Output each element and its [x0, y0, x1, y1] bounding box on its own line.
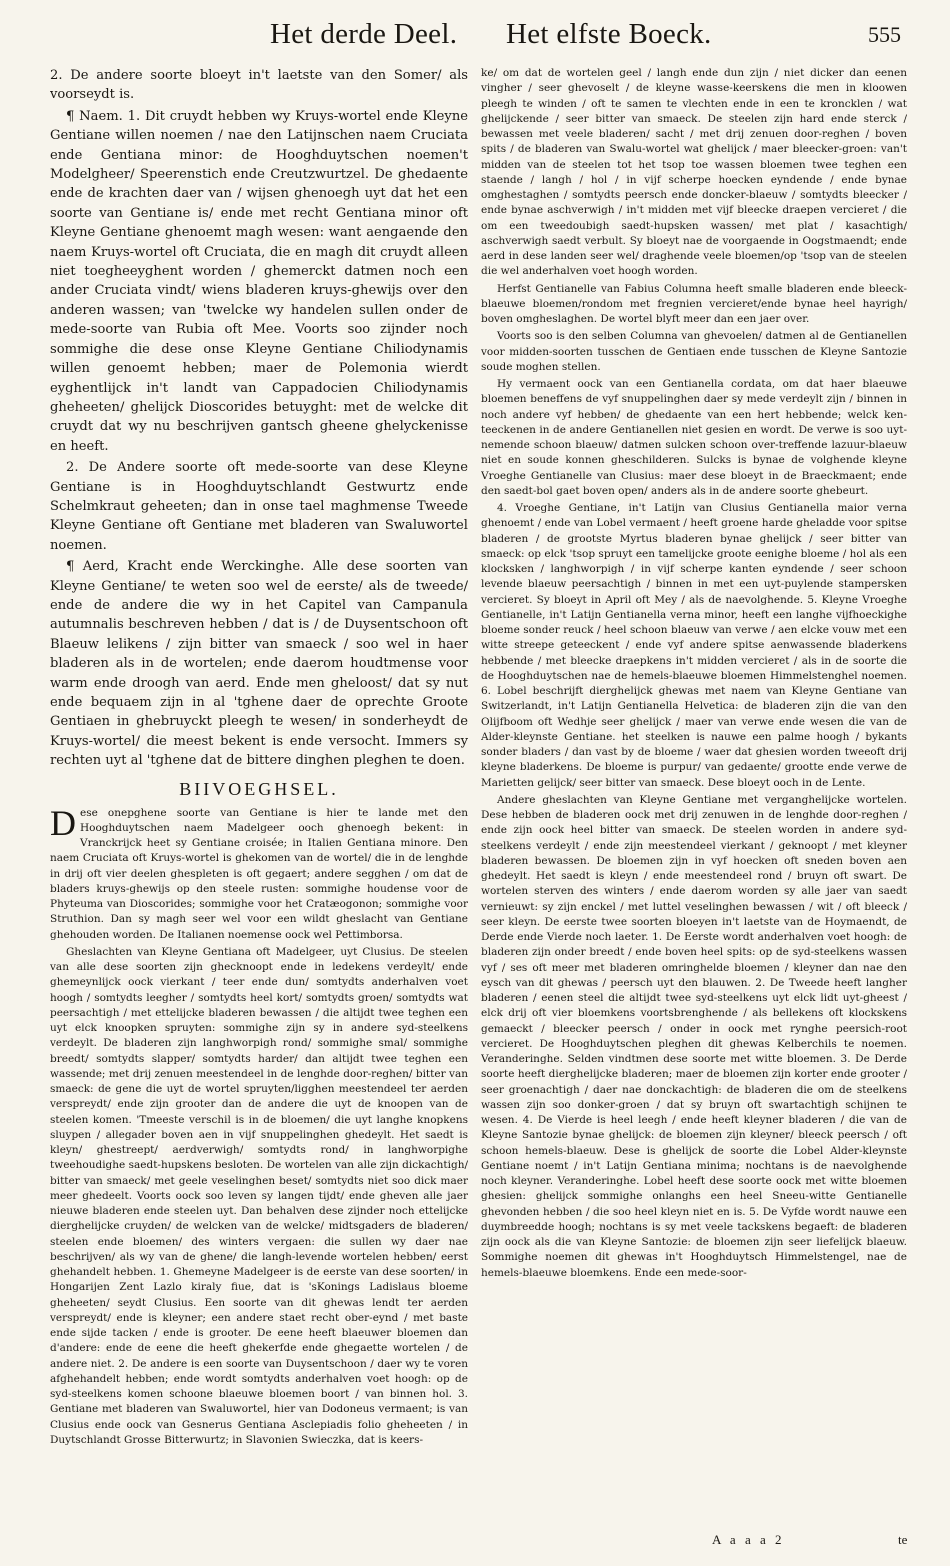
paragraph-vroeghe-gentiane: 4. Vroeghe Gentiane, in't Latijn van Clusius Gentianella maior verna ghenoemt / ende van Lobel vermaent / heeft groene harde gheladde voor spitse bladeren / de grootste Myrtus bladeren bynae ghelijck / seer bitter van smaeck: op elck 'tsop spruyt een tamelijcke groote eenighe bloeme / hol als een klocksken / langhworpigh / in vijf scherpe kanten eyndende / seer schoon levende blaeuw peersachtigh / binnen in met een uyt-puylende stampersken vercieret. Sy bloeyt in April oft Mey / als de naevolghende. 5. Kleyne Vroeghe Gentianelle, in't Latijn Gentianella verna minor, heeft een langhe vijfhoeckighe bloeme sonder reuck / heel schoon blaeuw van verwe / aen elcke vouw met een witte streepe geteeckent / ende vyf andere spitse aenwassende bladerkens hebbende / met bleecke draepkens in't midden vercieret / als in de soorte die de Hooghduytschen nae de hemels-blaeuwe bloemen Himmelstenghel noemen. 6. Lobel beschrijft dierghelijck ghewas met naem van Kleyne Gentiane van Switzerlandt, in't Latijn Gentianella Helvetica: de bladeren zijn die van den Olijfboom oft Wedhje seer ghelijck / maer van verwe ende wesen die van de Alder-kleynste Gentiane. het steelken is nauwe een palme hoogh / bykants sonder bladers / dan vast by de bloeme / waer dat ghesien worden tweeoft drij kleyne bladerkens. De bloeme is purpur/ van gedaente/ grootte ende verwe de Marietten gelijck/ seer bitter van smaeck. Dese bloeyt ooch in de Lente. — [481, 502, 907, 789]
paragraph-gheslachten-clusius: Gheslachten van Kleyne Gentiana oft Madelgeer, uyt Clusius. De steelen van alle dese soorten zijn ghecknoopt ende in ledekens verdeylt/ ende ghemeynlijck oock vierkant / teer ende dun/ somtydts anderhalven voet hoogh / somtydts leegher / somtydts heel kort/ somtydts groen/ somtydts wat peersachtigh / met ettelijcke bladeren bewassen / die altijdt twee teghen een uyt elck knoopken spruyten: sommighe zijn sy in andere syd-steelkens verdeylt. De bladeren zijn langhworpigh rond/ sommighe smal/ sommighe breedt/ somtydts slapper/ somtydts harder/ dan altijdt twee teghen een wassende; met drij zenuen meestendeel in de lenghde door-reghen/ bitter van smaeck: de gene die uyt de wortel spruyten/ligghen meestendeel ter aerden verspreydt/ ende zijn grooter dan de andere die uyt de knoopen van de steelen komen. 'Tmeeste verschil is in de bloemen/ die uyt langhe knopkens sluypen / allegader boven aen in vijf snuppelinghen ghedeylt. Het saedt is kleyn/ ghestreept/ aerdverwigh/ somtydts rond/ in langhworpighe tweehoudighe saedt-hupskens besloten. De wortelen van alle zijn dickachtigh/ bitter van smaeck/ met geele veselinghen beset/ somtydts niet soo dick maer meer ghedeelt. Voorts oock soo leven sy langen tijdt/ ende gheven alle jaer nieuwe bladeren ende steelen uyt. Dan behalven dese zijnder noch ettelijcke dierghelijcke cruyden/ de welcken van de welcke/ midtsgaders de bladeren/ steelen ende bloemen/ des winters vergaen: die sullen wy daer nae beschrijven/ als wy van de ghene/ die langh-levende wortelen hebben/ eerst ghehandelt hebben. 1. Ghemeyne Madelgeer is de eerste van dese soorten/ in Hongarijen Zent Lazlo kiraly fiue, dat is 'sKonings Ladislaus bloeme gheheeten/ seydt Clusius. Een soorte van dit ghewas lendt ter aerden verspreydt/ ende is kleyner; een andere staet recht ober-eynd / met baste ende sijde tacken / ende is grooter. De eene heeft blaeuwer bloemen dan d'andere: ende de eene die heeft ghekerfde ende ghegaette wortelen / de andere niet. 2. De andere is een soorte van Duysentschoon / daer wy te voren afghehandelt hebben; ende wordt somtydts anderhalven voet hoogh: op de syd-steelkens komen schoone blaeuwe bloemen boort / van binnen hol. 3. Gentiane met bladeren van Swaluwortel, hier van Dodoneus vermaent; is van Clusius ende oock van Gesnerus Gentiana Asclepiadis folio gheheeten / in Duytschlandt Grosse Bitterwurtz; in Slavonien Swieczka, dat is keers- — [50, 945, 468, 1446]
right-column — [481, 66, 907, 1502]
catchword: te — [898, 1532, 908, 1547]
paragraph-bloom-second-kind: 2. De andere soorte bloeyt in't laetste van den Somer/ als voorseydt is. — [50, 68, 468, 103]
section-title-bijvoeghsel: BIIVOEGHSEL. — [179, 778, 339, 799]
left-column — [50, 66, 468, 1502]
paragraph-herfst-gentianelle: Herfst Gentianelle van Fabius Columna heeft smalle bladeren ende bleeck-blaeuwe bloemen/rondom met fregnien vercieret/ende bynae heel hayrigh/ boven omgheslaghen. De wortel blyft meer dan een jaer over. — [481, 282, 907, 325]
paragraph-aerd-kracht: ¶ Aerd, Kracht ende Werckinghe. Alle dese soorten van Kleyne Gentiane/ te weten soo wel de eerste/ als de tweede/ ende de andere die wy in het Capitel van Campanula autumnalis beschreven hebben / dat is / de Duysentschoon oft Blaeuw lelikens / zijn bitter van smaeck / soo wel in haer bladeren als in de wortelen; ende daerom houdtmense voor warm ende droogh van aerd. Ende men gheloost/ dat sy nut ende bequaem zijn in al 'tghene daer de oprechte Groote Gentiaen in ghebruyckt pleegh te wesen/ in sonderheydt de Kruys-wortel/ die meest bekent is ende versocht. Immers sy rechten uyt al 'tghene dat de bittere dinghen pleghen te doen. — [50, 559, 468, 769]
paragraph-gentianella-cordata: Hy vermaent oock van een Gentianella cordata, om dat haer blaeuwe bloemen beneffens de vyf snuppelinghen daer sy mede verdeylt zijn / binnen in noch andere vyf hebben/ de ghedaente van een hert hebbende; welck ken-teeckenen in de andere Gentianellen niet gesien en wordt. De verwe is soo uyt-nemende schoon blaeuw/ datmen sulcken schoon over-treffende lazuur-blaeuw niet en soude konnen gheschilderen. Sulcks is bynae de volghende kleyne Vroeghe Gentianelle van Clusius: maer dese bloeyt in de Braeckmaent; ende den saedt-bol gaet boven open/ anders als in de andere soorte ghebeurt. — [481, 378, 907, 497]
page-number: 555 — [868, 22, 901, 47]
paragraph-continuation: ke/ om dat de wortelen geel / langh ende dun zijn / niet dicker dan eenen vingher / seer ghevoselt / de kleyne wasse-keerskens die men in kloowen pleegh te winden / oft te samen te vlechten ende in een te kroncklen / wat ghelijckende / seer bitter van smaeck. De steelen zijn hard ende sterck / bewassen met veele bladeren/ sacht / met drij zenuen door-reghen / boven spits / de bladeren van Swalu-wortel wat ghelijck / maer bleecker-groen: van't midden van de steelen tot het tsop toe wassen bloemen twee teghen een staende / langh / hol / in vijf scherpe hoecken eyndende / ende bynae omghestaghen / somtydts peersch ende doncker-blaeuw / somtydts bleecker / ende bynae aschverwigh / in't midden met vijf bleecke draepen vercieret / die om een tweedoubigh saedt-hupsken wassen/ met plat / kasachtigh/ aschverwigh saedt verbult. Sy bloeyt nae de voorgaende in Oogstmaendt; ende aerd in dese landen seer wel/ draghende veele bloemen/op 'tsop van de steelen die wel anderhalven voet hoogh worden. — [481, 67, 907, 278]
running-title-right: Het elfste Boeck. — [506, 18, 712, 50]
page-footer — [0, 1532, 950, 1556]
paragraph-verganghelijcke-wortelen: Andere gheslachten van Kleyne Gentiane met verganghelijcke wortelen. Dese hebben de bladeren oock met drij zenuwen in de lenghde door-reghen / ende zijn oock heel bitter van smaeck. De steelen worden in andere syd-steelkens verdeylt / ende zijn meestendeel vierkant / geknoopt / met kleyner bladeren bewassen. De bloemen zijn in vyf hoecken oft sneden boven aen ghedeylt. Het saedt is kleyn / ende meestendeel rond / bruyn oft swart. De wortelen sterven des winters / ende daerom worden sy alle jaer van saedt vernieuwt: sy zijn enckel / met luttel veselinghen bewassen / wit / oft bleeck / seer kleyn. De eerste twee soorten bloeyen in't laetste van de Hoymaendt, de Derde ende Vierde noch laeter. 1. De Eerste wordt anderhalven voet hoogh: de bladeren zijn onder breedt / ende boven heel spits: op de syd-steelkens wassen vyf / ses oft meer met bladeren omringhelde bloemen / kleyner dan nae den eysch van dit ghewas / peersch uyt den blauwen. 2. De Tweede heeft langher bladeren / eenen steel die altijdt twee syd-steelkens uyt elck lidt uyt-gheest / elck drij oft vier bloemkens voortsbrenghende / als bellekens oft klockskens gemaeckt / bleecker peersch / onder in oock met rynghe peersich-root vercieret. De Hooghduytschen pleghen dit ghewas Kelberchils te noemen. Veranderinghe. Selden vindtmen dese soorte met witte bloemen. 3. De Derde soorte heeft dierghelijcke bladeren; maer de bloemen zijn korter ende grooter / seer groenachtigh / daer nae donckachtigh: de bladeren die om de steelkens wassen zijn soo donker-groen / dat sy bruyn oft swartachtigh schijnen te wesen. 4. De Vierde is heel leegh / ende heeft kleyner bladeren / die van de Kleyne Santozie bynae ghelijck: de bloemen zijn kleyner/ bleeck peersch / oft schoon hemels-blaeuw. Dese is ghelijck de soorte die Lobel Alder-kleynste Gentiane noemt / in't Latijn Gentiana minima; nochtans is de naevolghende noch kleyner. Veranderinghe. Lobel heeft dese soorte oock met witte bloemen ghesien: ghelijck sommighe onlanghs een heel Sneeu-witte Gentianelle ghevonden hebben / die soo heel kleyn niet en is. 5. De Vyfde wordt nauwe een duymbreedde hoogh; nochtans is sy met veele tackskens begaeft: de bladeren zijn oock als die van Kleyne Santozie: de bloemen zijn seer liefelijck blaeuw. Sommighe noemen dit ghewas in't Hooghduytsch Himmelstengel, nae de hemels-blaeuwe bloemkens. Ende een mede-soor- — [481, 793, 907, 1279]
paragraph-bijvoeghsel-intro: Dese onepghene soorte van Gentiane is hier te lande met den Hooghduytschen naem Madelgeer ooch ghenoegh bekent: in Vranckrijck heet sy Gentiane croisée; in Italien Gentiana minore. Den naem Cruciata oft Kruys-wortel is ghekomen van de wortel/ die in de lenghde in drij oft vier deelen ghespleten is oft gegaert; andere segghen / om dat de bladers kruys-ghewijs op den steele rusten: sommighe houdense voor de Phyteuma van Dioscorides; sommighe voor het Cratæogonon; sommighe voor Struthion. Dan sy magh seer wel voor een wildt gheslacht van Gentiane ghehouden worden. De Italianen noemense oock wel Pettimborsa. — [50, 802, 468, 941]
main-text — [50, 66, 468, 771]
running-title-left: Het derde Deel. — [270, 18, 458, 50]
paragraph-other-kind: 2. De Andere soorte oft mede-soorte van dese Kleyne Gentiane is in Hooghduytschlandt Gestwurtz ende Schelmkraut geheeten; dan in onse tael maghmense Tweede Kleyne Gentiane oft Gentiane met bladeren van Swaluwortel noemen. — [50, 460, 468, 553]
bijvoeghsel-text — [50, 802, 468, 1449]
running-header — [0, 18, 950, 62]
signature-mark: A a a a 2 — [712, 1532, 785, 1547]
paragraph-naem: ¶ Naem. 1. Dit cruydt hebben wy Kruys-wortel ende Kleyne Gentiane willen noemen / nae den Latijnschen naem Cruciata ende Gentiana minor: de Hooghduytschen noemen't Modelgheer/ Speerenstich ende Creutzwurtzel. De ghedaente ende de krachten daer van / wijsen ghenoegh uyt dat het een soorte van Gentiane is/ ende met recht Gentiana minor oft Kleyne Gentiane ghenoemt magh wesen: want aengaende den naem Kruys-wortel oft Cruciata, die en magh dit cruydt alleen niet toegheeyghent worden / ghemerckt datmen noch een ander Cruciata vindt/ wiens bladeren kruys-ghewijs over den anderen wassen; van 'twelcke wy handelen sullen onder de mede-soorte van Rubia oft Mee. Voorts soo zijnder noch sommighe die dese onse Kleyne Gentiane Chiliodynamis willen genoemt hebben; maer de Polemonia wierdt eyghentlijck in't landt van Cappadocien Chiliodynamis gheheeten/ ghelijck Dioscorides betuyght: met de welcke dit cruydt dat wy nu beschrijven gantsch gheene ghelyckenisse en heeft. — [50, 108, 468, 454]
paragraph-columna: Voorts soo is den selben Columna van ghevoelen/ datmen al de Gentianellen voor midden-soorten tusschen de Gentiaen ende tusschen de Kleyne Santozie soude moghen stellen. — [481, 330, 907, 373]
